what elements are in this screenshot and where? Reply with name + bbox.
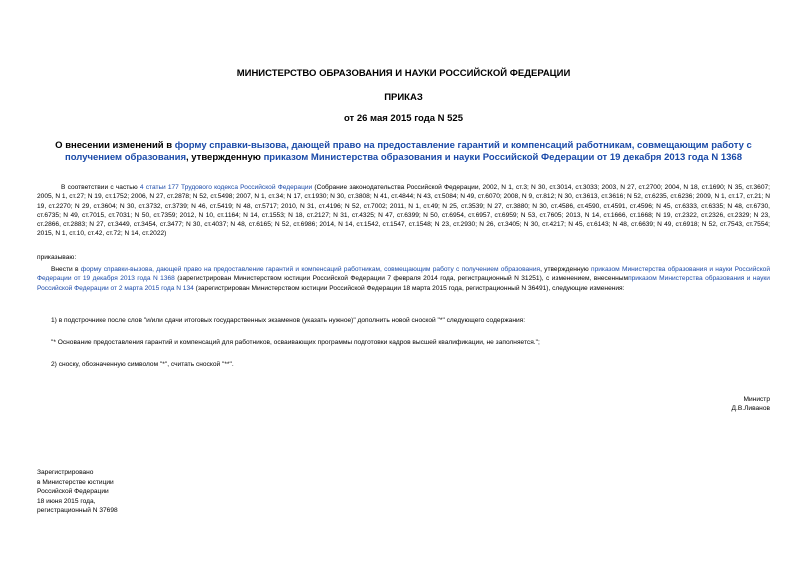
title-link-order[interactable]: приказом Министерства образования и науки Российской Федерации от 19 декабря 2013 года N 1368: [263, 152, 742, 163]
registration-line: 18 июня 2015 года,: [37, 497, 96, 505]
link-order-1368[interactable]: приказом Министерства образования и науки Российской Федерации от 19 декабря 2013 года N 1368: [37, 266, 771, 283]
document-title: [50, 140, 757, 164]
paragraph-item-1: 1) в подстрочнике после слов "и/или сдачи итоговых государственных экзаменов (указать нужное)" дополнить новой сноской "*" следующего содержания:: [51, 317, 526, 324]
link-order-134[interactable]: приказом Министерства образования и науки Российской Федерации от 2 марта 2015 года N 134: [37, 275, 770, 292]
document-type-heading: ПРИКАЗ: [384, 92, 423, 103]
registration-line: в Министерстве юстиции: [37, 478, 114, 486]
signature-position: Министр: [743, 396, 770, 403]
paragraph-order-word: приказываю:: [37, 254, 77, 261]
date-number-heading: от 26 мая 2015 года N 525: [343, 113, 464, 124]
para1-pre: В соответствии с частью: [61, 184, 140, 191]
signature-block: [732, 395, 770, 414]
registration-block: [37, 468, 118, 516]
paragraph-item-2: 2) сноску, обозначенную символом "*", считать сноской "**".: [51, 361, 234, 368]
title-text-1: О внесении изменений в: [55, 140, 175, 151]
para3-mid2: (зарегистрирован Министерством юстиции Российской Федерации 7 февраля 2014 года, регистрационный N 31251), с изменением, внесенным: [174, 275, 629, 283]
para3-mid1: , утвержденную: [540, 266, 591, 273]
para3-post: (зарегистрирован Министерством юстиции Российской Федерации 18 марта 2015 года, регистрационный N 36491), следующие изменения:: [193, 284, 625, 292]
signature-name: Д.В.Ливанов: [731, 405, 770, 413]
paragraph-footnote-text: "* Основание предоставления гарантий и компенсаций для работников, осваивающих программы подготовки кадров высшей квалификации, не заполняется.";: [51, 339, 540, 346]
title-text-2: , утвержденную: [185, 152, 264, 163]
registration-line: регистрационный N 37698: [37, 507, 118, 514]
paragraph-legal-basis: [37, 183, 770, 239]
para1-post: (Собрание законодательства Российской Федерации, 2002, N 1, ст.3; N 30, ст.3014, ст.3033; 2003, N 27, ст.2700; 2004, N 18, ст.1690; N 35, ст.3607; 2005, N 1, ст.27; N 19, ст.1752; 2006, N 27, ст.2878; N 52, ст.5498; 2007, N 1, ст.34; N 17, ст.1930; N 30, ст.3808; N 41, ст.4844; N 43, ст.5084; N 49, ст.6070; 2008, N 9, ст.812; N 30, ст.3613, ст.3616; N 52, ст.6235, ст.6236; 2009, N 1, ст.17, ст.21; N 19, ст.2270; N 29, ст.3604; N 30, ст.3732, ст.3739; N 46, ст.5419; N 48, ст.5717; 2010, N 31, ст.4196; N 52, ст.7002; 2011, N 1, ст.49; N 25, ст.3539; N 27, ст.3880; N 30, ст.4586, ст.4590, ст.4591, ст.4596; N 45, ст.6333, ст.6335; N 48, ст.6730, ст.6735; N 49, ст.7015, ст.7031; N 50, ст.7359; 2012, N 10, ст.1164; N 14, ст.1553; N 18, ст.2127; N 31, ст.4325; N 47, ст.6399; N 50, ст.6954, ст.6957, ст.6959; N 53, ст.7605; 2013, N 14, ст.1666, ст.1668; N 19, ст.2322, ст.2326, ст.2329; N 23, ст.2866, ст.2883; N 27, ст.3449, ст.3454, ст.3477; N 30, ст.4037; N 48, ст.6165; N 52, ст.6986; 2014, N 14, ст.1542, ст.1547, ст.1548; N 23, ст.2930; N 26, ст.3405; N 30, ст.4217; N 45, ст.6143; N 48, ст.6639; N 49, ст.6918; N 52, ст.7543, ст.7554; 2015, N 1, ст.10, ст.42, ст.72; N 14, ст.2022): [37, 184, 770, 238]
paragraph-amendment: [37, 265, 770, 293]
para3-pre: Внести в: [51, 266, 81, 273]
registration-line: Российской Федерации: [37, 488, 109, 495]
link-form[interactable]: форму справки-вызова, дающей право на предоставление гарантий и компенсаций работникам, совмещающим работу с получением образования: [80, 266, 541, 273]
ministry-heading: МИНИСТЕРСТВО ОБРАЗОВАНИЯ И НАУКИ РОССИЙСКОЙ ФЕДЕРАЦИИ: [236, 68, 571, 79]
link-labor-code-article[interactable]: 4 статьи 177 Трудового кодекса Российской Федерации: [139, 184, 313, 191]
title-link-form[interactable]: форму справки-вызова, дающей право на предоставление гарантий и компенсаций работникам, совмещающим работу с получением образования: [65, 140, 752, 163]
registration-line: Зарегистрировано: [37, 469, 94, 476]
